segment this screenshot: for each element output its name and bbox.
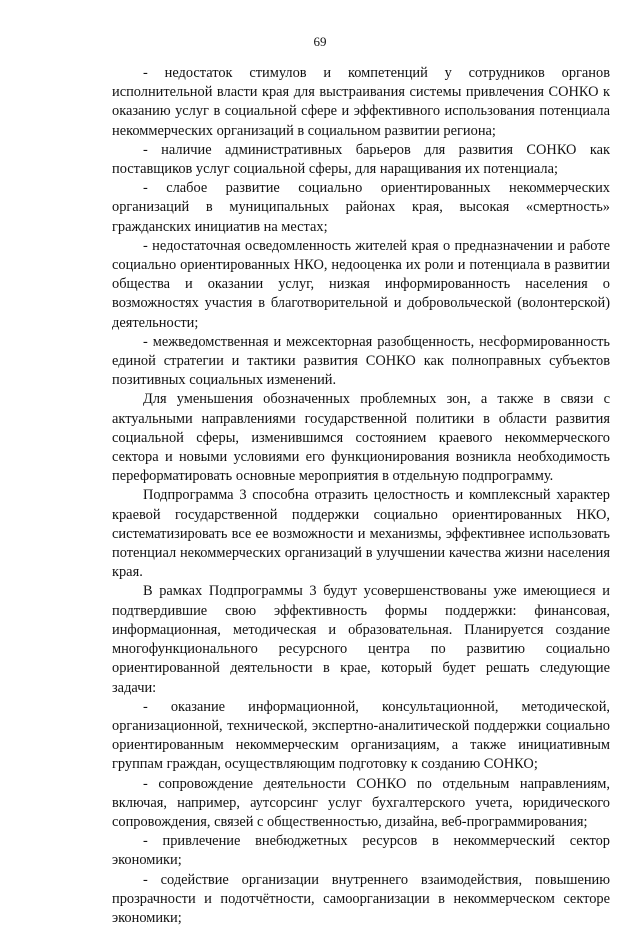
paragraph-task-internal-cooperation: - содействие организации внутреннего взаимодействия, повышению прозрачности и подотчётности, самоорганизации в некоммерческом секторе экономики;: [112, 871, 610, 926]
paragraph-admin-barriers: - наличие административных барьеров для развития СОНКО как поставщиков услуг социальной сферы, для наращивания их потенциала;: [112, 141, 610, 178]
paragraph-support-forms: В рамках Подпрограммы 3 будут усовершенствованы уже имеющиеся и подтвердившие свою эффективность формы поддержки: финансовая, информационная, методическая и образовательная. Планируется создание многофункционального ресурсного центра по развитию социально ориентированной деятельности в крае, который будет решать следующие задачи:: [112, 583, 610, 696]
paragraph-reduce-problem-zones: Для уменьшения обозначенных проблемных зон, а также в связи с актуальными направлениями государственной политики в области развития социальной сферы, изменившимся состоянием краевого некоммерческого сектора и новыми условиями его функционирования возникла необходимость переформатировать основные мероприятия в отдельную подпрограмму.: [112, 391, 610, 485]
body-text: [112, 64, 610, 928]
paragraph-task-accompaniment: - сопровождение деятельности СОНКО по отдельным направлениям, включая, например, аутсорсинг услуг бухгалтерского учета, юридического сопровождения, связей с общественностью, дизайна, веб-программирования;: [112, 775, 610, 830]
paragraph-task-extra-budget: - привлечение внебюджетных ресурсов в некоммерческий сектор экономики;: [112, 833, 610, 869]
paragraph-subprogram-integrity: Подпрограмма 3 способна отразить целостность и комплексный характер краевой государственной поддержки социально ориентированных НКО, систематизировать все ее возможности и механизмы, эффективнее использовать потенциал некоммерческих организаций в улучшении качества жизни населения края.: [112, 487, 610, 581]
page-number: 69: [313, 34, 327, 49]
paragraph-low-awareness: - недостаточная осведомленность жителей края о предназначении и работе социально ориентированных НКО, недооценка их роли и потенциала в развитии общества и оказании услуг, низкая информированность населения о возможностях участия в благотворительной и добровольческой (волонтерской) деятельности;: [112, 237, 610, 331]
paragraph-interagency-fragmentation: - межведомственная и межсекторная разобщенность, несформированность единой стратегии и тактики развития СОНКО как полноправных субъектов позитивных социальных изменений.: [112, 333, 610, 389]
paragraph-task-info-support: - оказание информационной, консультационной, методической, организационной, технической, экспертно-аналитической поддержки социально ориентированным некоммерческим организациям, а также инициативным группам граждан, осуществляющим подготовку к созданию СОНКО;: [112, 698, 610, 773]
paragraph-stimuli-deficit: - недостаток стимулов и компетенций у сотрудников органов исполнительной власти края для выстраивания системы привлечения СОНКО к оказанию услуг в социальной сфере и эффективного использования потенциала некоммерческих организаций в социальном развитии региона;: [112, 65, 610, 139]
paragraph-weak-development: - слабое развитие социально ориентированных некоммерческих организаций в муниципальных районах края, высокая «смертность» гражданских инициатив на местах;: [112, 180, 610, 235]
